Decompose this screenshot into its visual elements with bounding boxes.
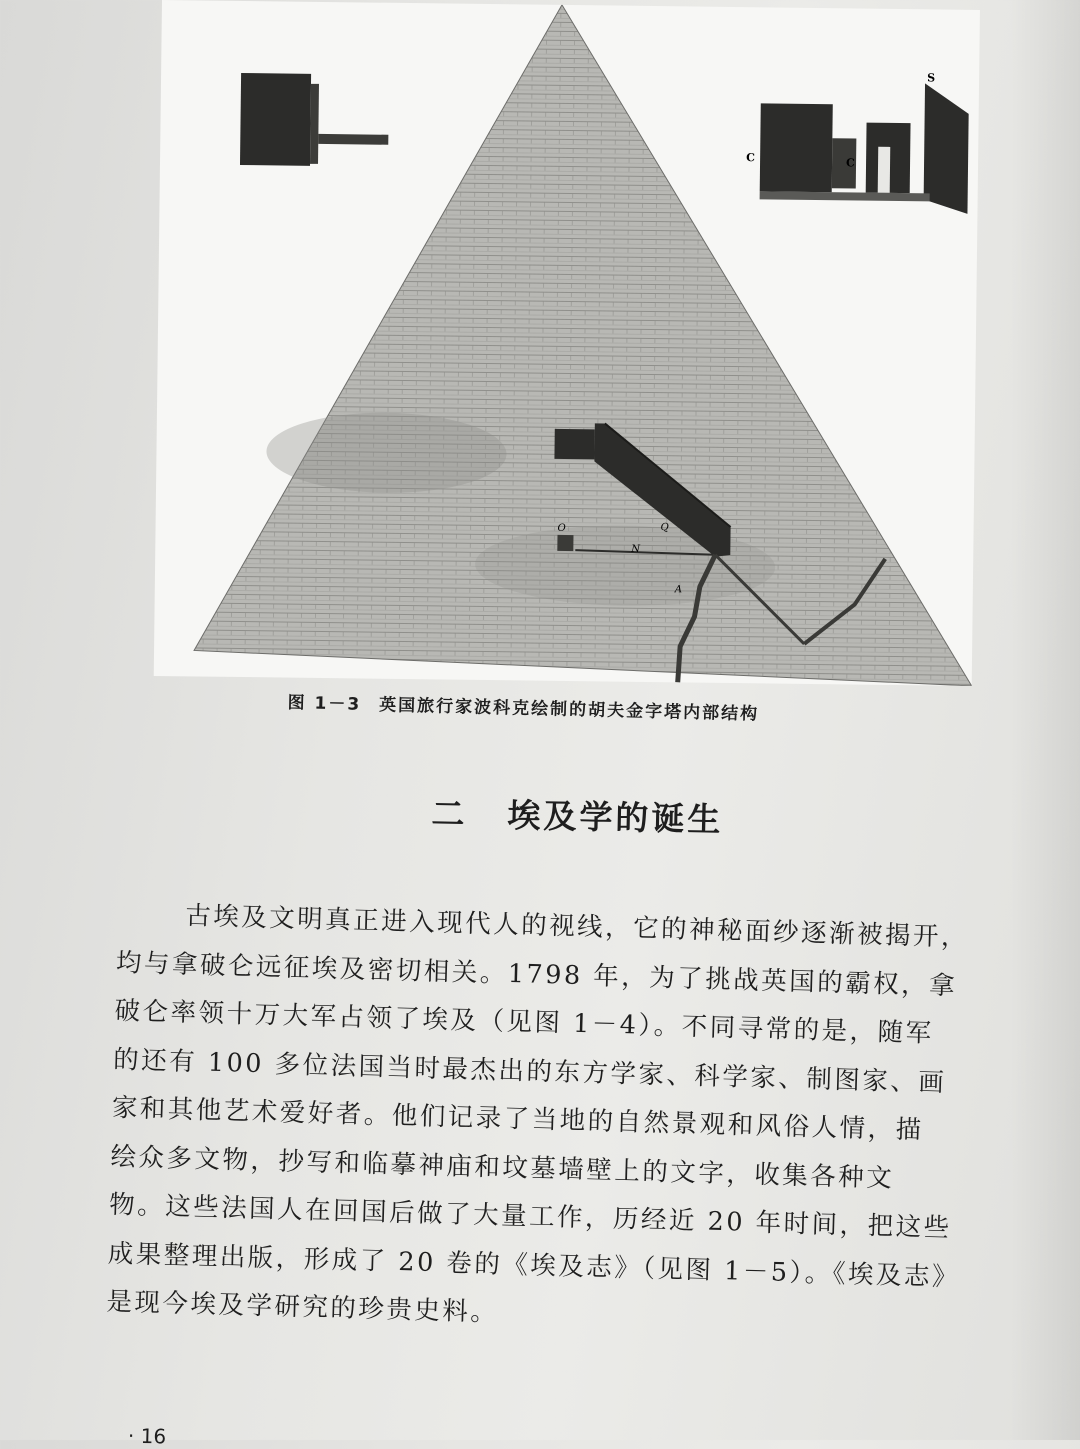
svg-text:Q: Q [660, 522, 669, 534]
detail-chamber-left [240, 73, 389, 167]
figure-pyramid-drawing [154, 0, 980, 686]
pyramid-illustration [154, 0, 980, 686]
svg-text:C: C [746, 151, 755, 165]
svg-text:O: O [557, 522, 566, 534]
figure-caption [287, 688, 947, 729]
svg-text:N: N [631, 543, 641, 555]
section-number: 二 [431, 793, 468, 834]
body-paragraph [106, 890, 1053, 1352]
paragraph-line: 绘众多文物，抄写和临摹神庙和坟墓墙壁上的文字，收集各种文 [110, 1141, 895, 1194]
section-title: 埃及学的诞生 [507, 795, 724, 840]
detail-chambers-right [745, 69, 969, 214]
page-number: · 16 [127, 1423, 167, 1449]
svg-text:A: A [674, 584, 683, 596]
paragraph-line: 的还有 100 多位法国当时最杰出的东方学家、科学家、制图家、画 [112, 1044, 947, 1098]
section-heading [431, 788, 852, 844]
paragraph-line: 均与拿破仑远征埃及密切相关。1798 年，为了挑战英国的霸权，拿 [115, 947, 958, 1001]
paragraph-line: 是现今埃及学研究的珍贵史料。 [106, 1286, 499, 1328]
paragraph-line: 家和其他艺术爱好者。他们记录了当地的自然景观和风俗人情，描 [111, 1092, 925, 1146]
svg-text:C: C [845, 156, 855, 170]
paragraph-line: 古埃及文明真正进入现代人的视线，它的神秘面纱逐渐被揭开， [184, 900, 970, 953]
figure-number: 图 1－3 [287, 692, 362, 715]
paragraph-line: 物。这些法国人在回国后做了大量工作，历经近 20 年时间，把这些 [108, 1189, 952, 1244]
svg-text:S: S [927, 71, 936, 85]
paragraph-line: 破仑率领十万大军占领了埃及（见图 1－4）。不同寻常的是，随军 [114, 995, 935, 1049]
paragraph-line: 成果整理出版，形成了 20 卷的《埃及志》（见图 1－5）。《埃及志》 [107, 1238, 961, 1293]
figure-caption-text: 英国旅行家波科克绘制的胡夫金字塔内部结构 [378, 695, 760, 725]
